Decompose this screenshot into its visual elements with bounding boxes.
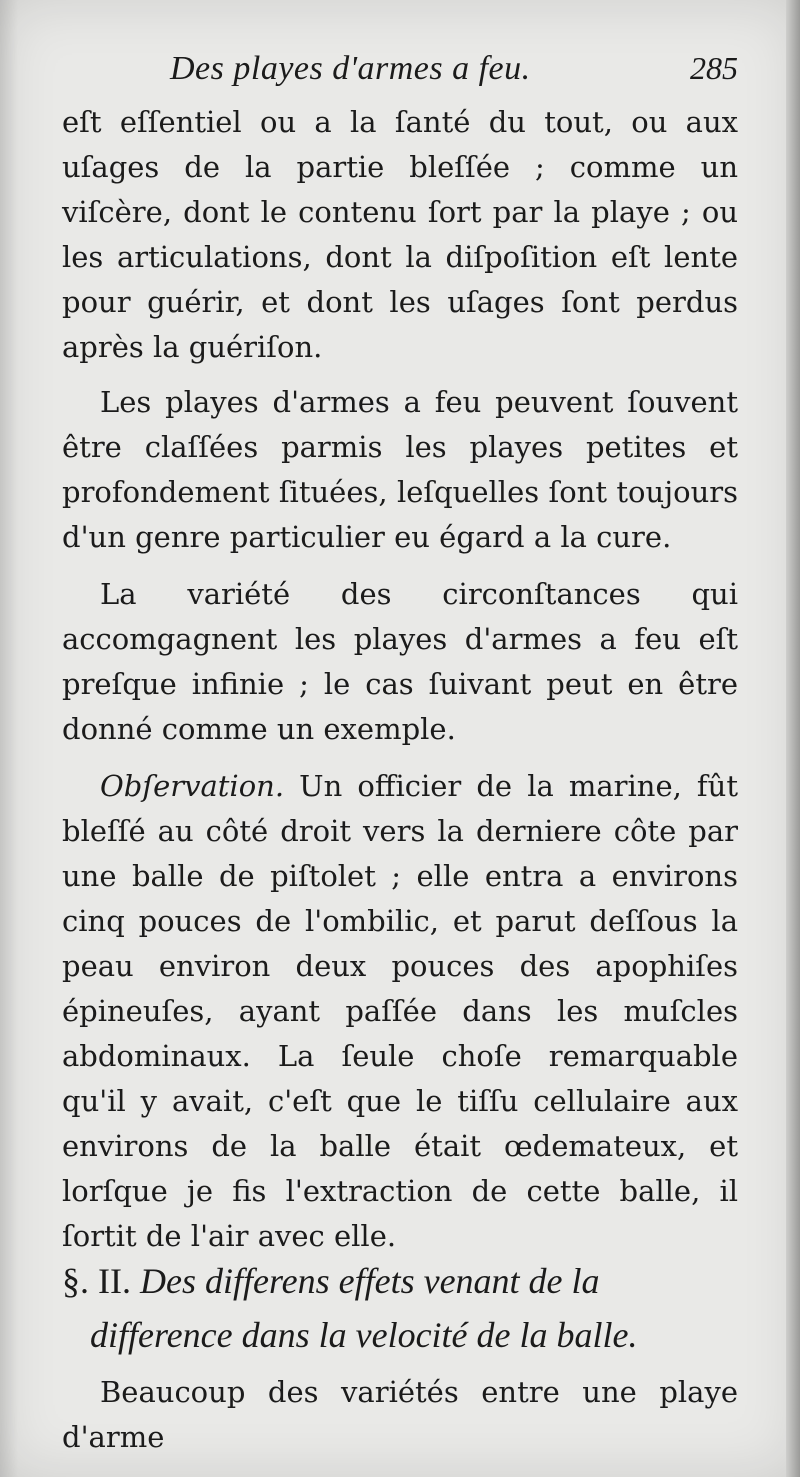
section-title-line-2: difference dans la velocité de la balle. (90, 1315, 638, 1355)
observation-paragraph (62, 764, 738, 1259)
running-head (62, 50, 738, 94)
section-title-line-1: Des differens effets venant de la (139, 1261, 600, 1301)
paragraph-1: eſt eſſentiel ou a la ſanté du tout, ou aux uſages de la partie bleſſée ; comme un viſcère, dont le contenu ſort par la playe ; ou les articulations, dont la diſpoſition eſt lente pour guérir, et dont les uſages ſont perdus après la guériſon. (62, 105, 738, 364)
paragraph-5 (62, 1370, 738, 1460)
page-number: 285 (690, 50, 738, 86)
page-edge (786, 0, 800, 1477)
section-heading (62, 1254, 738, 1362)
observation-text: Un officier de la marine, fût bleſſé au côté droit vers la derniere côte par une balle de piſtolet ; elle entra a environs cinq pouces de l'ombilic, et parut deſſous la peau environ deux pouces des apophiſes épineuſes, ayant paſſée dans les muſcles abdominaux. La ſeule choſe remarquable qu'il y avait, c'eſt que le tiſſu cellulaire aux environs de la balle était œdemateux, et lorſque je fis l'extraction de cette balle, il ſortit de l'air avec elle. (62, 769, 738, 1253)
paragraph-2-text: Les playes d'armes a feu peuvent ſouvent être claſſées parmis les playes petites et profondement ſituées, leſquelles ſont toujours d'un genre particulier eu égard a la cure. (62, 385, 738, 554)
paragraph-2 (62, 380, 738, 560)
paragraph-5-text: Beaucoup des variétés entre une playe d'arme (62, 1375, 738, 1454)
paragraph-3 (62, 572, 738, 752)
section-number: §. II. (62, 1261, 131, 1301)
page-gutter-shadow (0, 0, 18, 1477)
observation-label: Obſervation. (100, 769, 285, 803)
running-title: Des playes d'armes a feu. (170, 50, 531, 87)
paragraph-3-text: La variété des circonſtances qui accomgagnent les playes d'armes a feu eſt preſque infinie ; le cas ſuivant peut en être donné comme un exemple. (62, 577, 738, 746)
